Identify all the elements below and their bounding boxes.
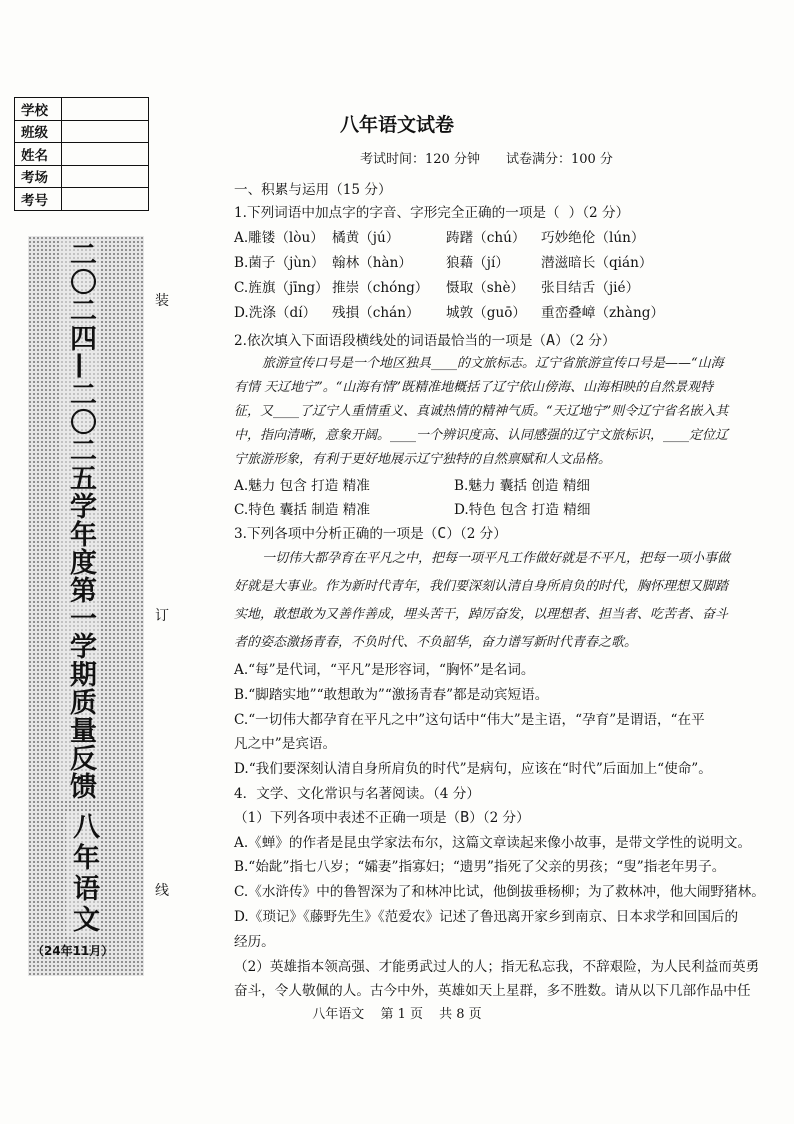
option-line: C.《水浒传》中的鲁智深为了和林冲比试，他倒拔垂杨柳；为了救林冲，他大闹野猪林。 [234, 884, 765, 900]
passage-line: 者的姿态激扬青春，不负时代、不负韶华，奋力谱写新时代青春之歌。 [234, 635, 638, 650]
exam-time: 考试时间：120 分钟 [360, 152, 480, 167]
banner-subject: 八年语文 [68, 812, 99, 936]
option-line: A.《蝉》的作者是昆虫学家法布尔，这篇文章读起来像小故事，是带文学性的说明文。 [234, 835, 752, 851]
footer-total: 共 8 页 [439, 1007, 482, 1022]
option-line: D.《琐记》《藤野先生》《范爱农》记述了鲁迅离开家乡到南京、日本求学和回国后的 [234, 909, 739, 925]
option-line: C.“一切伟大都孕育在平凡之中”这句话中“伟大”是主语，“孕育”是谓语，“在平 [234, 712, 705, 728]
info-label: 学校 [15, 98, 62, 121]
page-footer [0, 1003, 794, 1022]
handwritten-answer [560, 203, 569, 221]
info-row [15, 165, 149, 188]
info-field-number [62, 188, 149, 211]
info-row [15, 143, 149, 166]
passage-line: 有情 天辽地宁”。“山海有情”既精准地概括了辽宁依山傍海、山海相映的自然景观特 [234, 380, 714, 395]
footer-page: 第 1 页 [380, 1007, 423, 1022]
banner-term-title: 二〇二四—二〇二五学年度第一学期质量反馈 [60, 240, 100, 800]
passage-line: 征，又____了辽宁人重情重义、真诚热情的精神气质。“天辽地宁”则令辽宁省名嵌入其 [234, 404, 729, 419]
handwritten-answer: B [460, 808, 470, 826]
passage-line: 好就是大事业。作为新时代青年，我们要深刻认清自身所肩负的时代，胸怀理想又脚踏 [234, 579, 729, 594]
question-stem: 2.依次填入下面语段横线处的词语最恰当的一项是（A）（2 分） [234, 331, 616, 349]
option-line: A.“每”是代词，“平凡”是形容词，“胸怀”是名词。 [234, 662, 535, 678]
binding-mark: 订 [155, 608, 169, 624]
info-row [15, 188, 149, 211]
info-label: 考场 [15, 165, 62, 188]
question-stem: 4．文学、文化常识与名著阅读。（4 分） [234, 786, 480, 802]
passage-line: 实地，敢想敢为又善作善成，埋头苦干，踔厉奋发，以理想者、担当者、吃苦者、奋斗 [234, 607, 729, 622]
exam-page: 学校 班级 姓名 考场 考号 二〇二四—二〇二五学年度第一学期质量反馈 八年语文 （24年11月） 装 订 线 八年语文试卷 考试时间：120 分钟 试卷满分：100 分 一、积累与运用（15 分） 1.下列词语中加点字的字音、字形完全正确的一项是（ ）（2 分） A.雕镂（lòu） 橘黄（jú） 踌躇（chú） 巧妙绝伦（lún） B.菌子（jùn） 翰林（hàn） 狼藉（jí） 潜滋暗长（qián） C.旌旗（jīng） 推崇（chóng） 慑取（shè） 张目结舌（jié） D.洗涤（dí） 残損（chán） 城敦（guō） 重峦叠嶂（zhàng） 2.依次填入下面语段横线处的词语最恰当的一项是（A）（2 分） 旅游宣传口号是一个地区独具____的文旅标志。辽宁省旅游宣传口号是——“山海 有情 天辽地宁”。“山海有情”既精准地概括了辽宁依山傍海、山海相映的自然景观特 征，又____了辽宁人重情重义、真诚热情的精神气质。“天辽地宁”则令辽宁省名嵌入其 中，指向清晰，意象开阔。____一个辨识度高、认同感强的辽宁文旅标识，____定位辽 宁旅游形象，有利于更好地展示辽宁独特的自然禀赋和人文品格。 A.魅力 包含 打造 精准 B.魅力 囊括 创造 精细 C.特色 囊括 制造 精准 D.特色 包含 打造 精细 3.下列各项中分析正确的一项是（C）（2 分） 一切伟大都孕育在平凡之中，把每一项平凡工作做好就是不平凡，把每一项小事做 好就是大事业。作为新时代青年，我们要深刻认清自身所肩负的时代，胸怀理想又脚踏 实地，敢想敢为又善作善成，埋头苦干，踔厉奋发，以理想者、担当者、吃苦者、奋斗 者的姿态激扬青春，不负时代、不负韶华，奋力谱写新时代青春之歌。 A.“每”是代词，“平凡”是形容词，“胸怀”是名词。 B.“脚踏实地”“敢想敢为”“激扬青春”都是动宾短语。 C.“一切伟大都孕育在平凡之中”这句话中“伟大”是主语，“孕育”是谓语，“在平 凡之中”是宾语。 D.“我们要深刻认清自身所肩负的时代”是病句，应该在“时代”后面加上“使命”。 4．文学、文化常识与名著阅读。（4 分） （1）下列各项中表述不正确一项是（B）（2 分） A.《蝉》的作者是昆虫学家法布尔，这篇文章读起来像小故事，是带文学性的说明文。 B.“始龀”指七八岁；“孀妻”指寡妇；“遗男”指死了父亲的男孩；“叟”指老年男子。 C.《水浒传》中的鲁智深为了和林冲比试，他倒拔垂杨柳；为了救林冲，他大闹野猪林。 D.《琐记》《藤野先生》《范爱农》记述了鲁迅离开家乡到南京、日本求学和回国后的 经历。 （2）英雄指本领高强、才能勇武过人的人；指无私忘我，不辞艰险，为人民利益而英勇 奋斗，令人敬佩的人。古今中外，英雄如天上星群，多不胜数。请从以下几部作品中任 八年语文 第 1 页 共 8 页 [0, 0, 794, 1124]
info-field-name [62, 143, 149, 166]
option-line: 经历。 [234, 934, 275, 950]
binding-mark: 线 [155, 883, 169, 899]
section-heading: 一、积累与运用（15 分） [234, 182, 392, 198]
info-label: 姓名 [15, 143, 62, 166]
passage-line: 中，指向清晰，意象开阔。____一个辨识度高、认同感强的辽宁文旅标识，____定位辽 [234, 428, 729, 443]
info-label: 班级 [15, 120, 62, 143]
banner-date: （24年11月） [32, 944, 114, 958]
passage-line: 宁旅游形象，有利于更好地展示辽宁独特的自然禀赋和人文品格。 [234, 452, 612, 467]
binding-mark: 装 [155, 293, 169, 309]
handwritten-answer: A [546, 331, 556, 349]
question-text: 奋斗，令人敬佩的人。古今中外，英雄如天上星群，多不胜数。请从以下几部作品中任 [234, 983, 751, 999]
question-stem: 1.下列词语中加点字的字音、字形完全正确的一项是（ ）（2 分） [234, 205, 630, 221]
passage-line: 旅游宣传口号是一个地区独具____的文旅标志。辽宁省旅游宣传口号是——“山海 [262, 356, 724, 371]
info-label: 考号 [15, 188, 62, 211]
passage-line: 一切伟大都孕育在平凡之中，把每一项平凡工作做好就是不平凡，把每一项小事做 [262, 551, 731, 566]
question-text: （2）英雄指本领高强、才能勇武过人的人；指无私忘我，不辞艰险，为人民利益而英勇 [234, 959, 760, 975]
footer-subject: 八年语文 [312, 1007, 365, 1022]
info-field-room [62, 165, 149, 188]
exam-meta [360, 148, 639, 167]
handwritten-answer: C [437, 524, 447, 542]
question-stem: 3.下列各项中分析正确的一项是（C）（2 分） [234, 524, 507, 542]
question-stem: （1）下列各项中表述不正确一项是（B）（2 分） [234, 808, 530, 826]
page-title: 八年语文试卷 [339, 114, 454, 136]
option-line: 凡之中”是宾语。 [234, 736, 337, 752]
option-line: B.“始龀”指七八岁；“孀妻”指寡妇；“遗男”指死了父亲的男孩；“叟”指老年男子。 [234, 859, 726, 875]
exam-score: 试卷满分：100 分 [505, 152, 613, 167]
option-line: D.“我们要深刻认清自身所肩负的时代”是病句，应该在“时代”后面加上“使命”。 [234, 761, 712, 777]
option-line: B.“脚踏实地”“敢想敢为”“激扬青春”都是动宾短语。 [234, 687, 549, 703]
